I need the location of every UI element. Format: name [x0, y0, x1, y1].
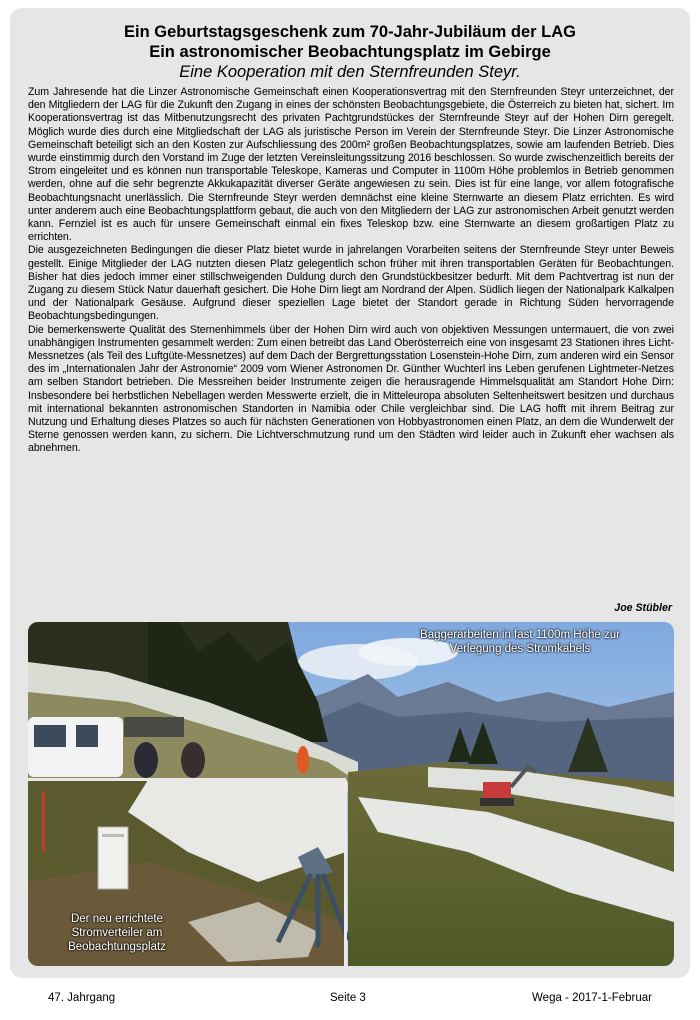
footer-volume: 47. Jahrgang	[48, 992, 116, 1004]
footer-issue: Wega - 2017-1-Februar	[532, 992, 652, 1004]
headline-second: Ein astronomischer Beobachtungsplatz im Gebirge	[149, 43, 551, 61]
subtitle: Eine Kooperation mit den Sternfreunden Steyr.	[179, 63, 521, 81]
paragraph: Die ausgezeichneten Bedingungen die dieser Platz bietet wurde in jahrelangen Vorarbeiten seitens der Sternfreunde Steyr unter Beweis gestellt. Einige Mitglieder der LAG nutzten diesen Platz gelegentlich schon früher mit ihren transportablen Geräten für Beobachtungen. Bisher hat dies jedoch immer einer stillschweigenden Duldung durch den Grundstückbesitzer bedurft. Mit dem Pachtvertrag ist nun der Zugang zu diesem Stück Natur dauerhaft gesichert. Die Hohe Dirn liegt am Nordrand der Alpen. Südlich liegen der Nationalpark Kalkalpen und der Nationalpark Gesäuse. Aufgrund dieser speziellen Lage bietet der Standort gerade in Richtung Süden hervorragende Beobachtungsbedingungen.	[28, 244, 674, 323]
photo-caption-excavator: Baggerarbeiten in fast 1100m Höhe zur Verlegung des Stromkabels	[420, 629, 620, 655]
paragraph: Zum Jahresende hat die Linzer Astronomische Gemeinschaft einen Kooperationsvertrag mit den Sternfreunden Steyr unterzeichnet, der den Mitgliedern der LAG für die Zukunft den Zugang in eines der schönsten Beobachtungsgebiete, die Österreich zu bieten hat, sichert. Im Kooperationsvertrag ist das Mitbenutzungsrecht des privaten Pachtgrundstückes der Sternfreunde Steyr auf der Hohen Dirn geregelt. Möglich wurde dies durch eine Mitgliedschaft der LAG als juristische Person im Verein der Sternfreunde Steyr. Die Linzer Astronomische Gemeinschaft beteiligt sich an den Kosten zur Aufschliessung des 200m² großen Beobachtungsplatzes, sowie am laufenden Betrieb. Dies wurde einstimmig durch den Vorstand im Zuge der letzten Vereinsleitungssitzung 2016 beschlossen. So wurde zwischenzeitlich bereits der Strom eingeleitet und es können nun transportable Teleskope, Kameras und Computer in 1100m Höhe problemlos in Betrieb genommen werden, ohne auf die sehr begrenzte Akkukapazität diverser Geräte angewiesen zu sein. Dies ist für eine lange, vor allem fotografische Beobachtungsnacht unerlässlich. Die Sternfreunde Steyr werden demnächst eine kleine Sternwarte an diesem Platz errichten. Es wird unter anderem auch eine Beobachtungsplattform gebaut, die auch von den Mitgliedern der LAG zur astronomischen Arbeit genutzt werden kann. Fernziel ist es auch für unsere Gemeinschaft einmal ein fixes Teleskop bzw. eine Sternwarte an diesem großartigen Platz zu errichten.	[28, 86, 674, 244]
headline: Ein Geburtstagsgeschenk zum 70-Jahr-Jubiläum der LAG	[123, 23, 577, 41]
photo-caption-distributor: Der neu errichtete Stromverteiler am Beobachtungsplatz	[68, 913, 166, 953]
article-body	[28, 86, 674, 456]
footer-page-number: Seite 3	[330, 992, 366, 1004]
author-name: Joe Stübler	[614, 602, 672, 614]
paragraph: Die bemerkenswerte Qualität des Sternenhimmels über der Hohen Dirn wird auch von objektiven Messungen untermauert, die von zwei unabhängigen Instrumenten gesammelt werden: Zum einen betreibt das Land Oberösterreich eine von insgesamt 23 Stationen ihres Licht-Messnetzes (als Teil des Luftgüte-Messnetzes) auf dem Dach der Bergrettungsstation Losenstein-Hohe Dirn, zum anderen wird ein Sensor des im „Internationalen Jahr der Astronomie“ 2009 vom Wiener Astronomen Dr. Günther Wuchterl ins Leben gerufenen Lightmeter-Netzes am selben Standort betrieben. Die Messreihen beider Instrumente zeigen die herausragende Himmelsqualität am Standort Hohe Dirn: Insbesondere bei herbstlichen Nebellagen werden Messwerte erzielt, die in Mitteleuropa absoluten Seltenheitswert besitzen und durchaus mit international bekannten astronomischen Standorten in Namibia oder Chile vergleichbar sind. Die LAG hofft mit ihrem Beitrag zur Nutzung und Erhaltung dieses Platzes so auch für nächsten Generationen von Hobbyastronomen einen Platz, an dem die Wunderwelt der Sterne genossen werden kann, zu sichern. Die Lichtverschmutzung rund um den Städten wird leider auch in Zukunft eher wachsen als abnehmen.	[28, 323, 674, 455]
